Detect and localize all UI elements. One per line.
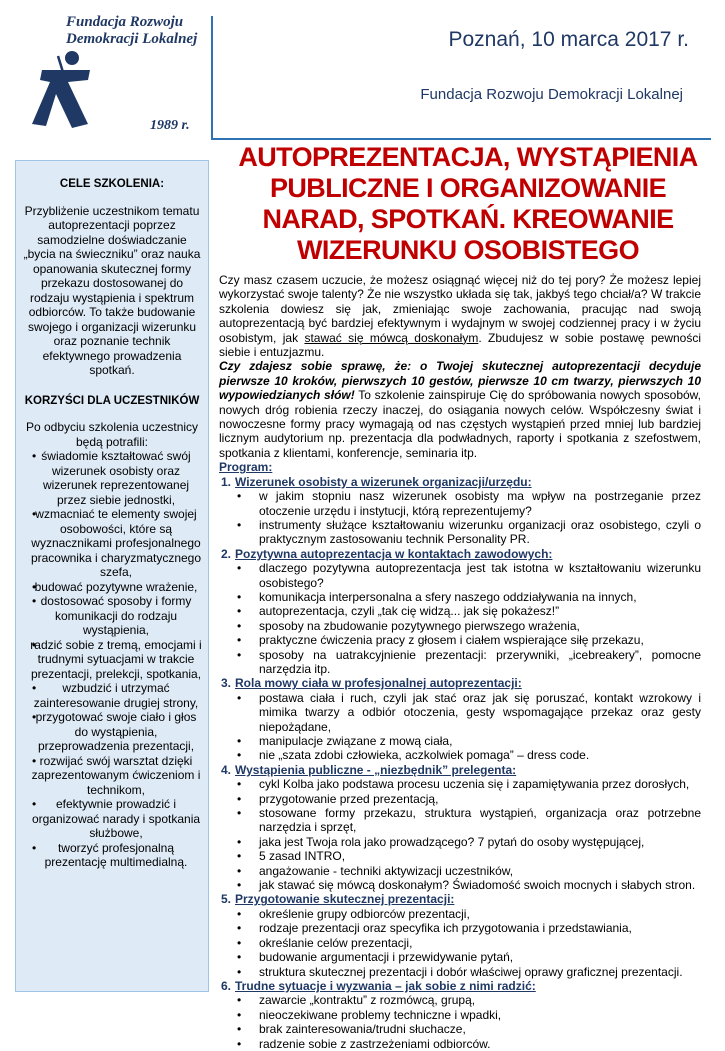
- section-heading: [219, 979, 701, 993]
- section-title: Trudne sytuacje i wyzwania – jak sobie z nimi radzić:: [235, 978, 536, 993]
- list-item: • świadomie kształtować swój wizerunek osobisty oraz wizerunek reprezentowanej przez siebie jednostki,: [22, 449, 202, 507]
- section-number: 5.: [221, 892, 232, 907]
- goals-heading: CELE SZKOLENIA:: [59, 178, 165, 190]
- list-item: • określenie grupy odbiorców prezentacji,: [259, 907, 701, 921]
- list-item: • efektywnie prowadzić i organizować narady i spotkania służbowe,: [22, 797, 202, 841]
- list-item: • wzmacniać te elementy swojej osobowości, które są wyznacznikami profesjonalnego pracownika i charyzmatycznego szefa,: [22, 507, 202, 580]
- intro-text: Czy masz czasem uczucie, że możesz osiągnąć więcej niż do tej pory? Że możesz lepiej wykorzystać swoje talenty? Że nie wszystko układa się tak, jakbyś tego chciał/a? W trakcie szkolenia dowiesz się jak, zmieniając swoje zachowania, pracując nad swoją autoprezentacją być bardziej efektywnym i wydajnym w swojej codziennej pracy i w życiu osobistym, jak: [219, 273, 701, 345]
- list-item: • nie „szata zdobi człowieka, aczkolwiek pomaga” – dress code.: [259, 748, 701, 762]
- list-item: • przygotowanie przed prezentacją,: [259, 792, 701, 806]
- benefits-list: [22, 449, 202, 870]
- intro-paragraph-2: [219, 359, 701, 460]
- intro-text-rest: To szkolenie zainspiruje Cię do spróbowania nowych sposobów, nowych dróg robienia rzeczy inaczej, do osiągania nowych celów. Współczesny świat i nowoczesne formy pracy wymagają od nas częstych wystąpień przed mniej lub bardziej licznym audytorium np. prezentacja dla podwładnych, raporty i spotkania z szefostwem, spotkania z klientami, konferencje, seminaria itp.: [219, 388, 702, 460]
- program-section-1: [219, 475, 701, 547]
- benefits-intro: Po odbyciu szkolenia uczestnicy będą potrafili:: [25, 420, 199, 449]
- section-title: Rola mowy ciała w profesjonalnej autoprezentacji:: [235, 676, 522, 691]
- program-section-4: [219, 763, 701, 893]
- list-item: • rozwijać swój warsztat dzięki zaprezentowanym ćwiczeniom i technikom,: [22, 754, 202, 798]
- goals-text: Przybliżenie uczestnikom tematu autoprezentacji poprzez samodzielne doświadczanie „bycia na świeczniku” oraz nauka opanowania skutecznej formy przekazu dostosowanej do rodzaju wystąpienia i spektrum odbiorców. To także budowanie swojego i organizacji wizerunku oraz poznanie technik efektywnego prowadzenia spotkań.: [23, 203, 201, 377]
- intro-emphasis: Czy zdajesz sobie sprawę, że: o Twojej skutecznej autoprezentacji decyduje pierwsze 10 kroków, pierwszych 10 gestów, pierwsze 10 cm twarzy, pierwszych 10 wypowiedzianych słów!: [219, 359, 701, 403]
- header-divider-horizontal: [211, 138, 711, 140]
- list-item: • budowanie argumentacji i przewidywanie pytań,: [259, 950, 701, 964]
- section-heading: [219, 676, 701, 690]
- section-number: 6.: [221, 978, 232, 993]
- list-item: • określanie celów prezentacji,: [259, 936, 701, 950]
- section-heading: [219, 892, 701, 906]
- list-item: • w jakim stopniu nasz wizerunek osobisty ma wpływ na postrzeganie przez otoczenie urzędu i instytucji, którą reprezentujemy?: [259, 489, 701, 518]
- organization-name: Fundacja Rozwoju Demokracji Lokalnej: [420, 86, 683, 103]
- list-item: • dlaczego pozytywna autoprezentacja jest tak istotna w kształtowaniu wizerunku osobistego?: [259, 561, 701, 590]
- list-item: • praktyczne ćwiczenia pracy z głosem i ciałem wspierające siłę przekazu,: [259, 633, 701, 647]
- program-section-3: [219, 676, 701, 762]
- program-section-5: [219, 892, 701, 978]
- list-item: • sposoby na uatrakcyjnienie prezentacji: przerywniki, „icebreakery”, pomocne narzędzia itp.: [259, 648, 701, 677]
- list-item: • manipulacje związane z mową ciała,: [259, 734, 701, 748]
- logo-name: Fundacja Rozwoju Demokracji Lokalnej: [66, 14, 198, 47]
- section-heading: [219, 763, 701, 777]
- section-title: Przygotowanie skutecznej prezentacji:: [235, 892, 455, 907]
- list-item: • rodzaje prezentacji oraz specyfika ich przygotowania i przedstawiania,: [259, 921, 701, 935]
- list-item: • budować pozytywne wrażenie,: [22, 580, 202, 595]
- main-content: [219, 273, 701, 1051]
- list-item: • radzenie sobie z zastrzeżeniami odbiorców.: [259, 1037, 701, 1051]
- section-title: Wystąpienia publiczne - „niezbędnik” prelegenta:: [235, 762, 517, 777]
- list-item: • brak zainteresowania/trudni słuchacze,: [259, 1022, 701, 1036]
- logo-year: 1989 r.: [150, 118, 190, 133]
- list-item: • dostosować sposoby i formy komunikacji do rodzaju wystąpienia,: [22, 594, 202, 638]
- header-divider-vertical: [211, 16, 213, 140]
- list-item: • postawa ciała i ruch, czyli jak stać oraz jak się poruszać, kontakt wzrokowy i mimika twarzy a odbiór otoczenia, gesty wspomagające przekaz oraz gesty niepożądane,: [259, 691, 701, 734]
- list-item: • angażowanie - techniki aktywizacji uczestników,: [259, 864, 701, 878]
- program-heading: Program:: [219, 460, 273, 475]
- list-item: • wzbudzić i utrzymać zainteresowanie drugiej strony,: [22, 681, 202, 710]
- sidebar-box: [15, 160, 209, 992]
- program-section-2: [219, 547, 701, 677]
- intro-text-end: . Zbudujesz w sobie postawę pewności siebie i entuzjazmu.: [219, 330, 702, 360]
- list-item: • przygotować swoje ciało i głos do wystąpienia, przeprowadzenia prezentacji,: [22, 710, 202, 754]
- logo-figure-icon: [28, 48, 108, 134]
- list-item: • instrumenty służące kształtowaniu wizerunku organizacji oraz osobistego, czyli o praktycznym zastosowaniu technik Personality PR.: [259, 518, 701, 547]
- benefits-heading: KORZYŚCI DLA UCZESTNIKÓW: [24, 394, 200, 407]
- intro-paragraph-1: [219, 273, 701, 359]
- list-item: • sposoby na zbudowanie pozytywnego pierwszego wrażenia,: [259, 619, 701, 633]
- section-number: 1.: [221, 474, 232, 489]
- list-item: • jak stawać się mówcą doskonałym? Świadomość swoich mocnych i słabych stron.: [259, 878, 701, 892]
- list-item: • 5 zasad INTRO,: [259, 849, 701, 863]
- list-item: • radzić sobie z tremą, emocjami i trudnymi sytuacjami w trakcie prezentacji, prelekcji, spotkania,: [22, 638, 202, 682]
- list-item: • nieoczekiwane problemy techniczne i wpadki,: [259, 1008, 701, 1022]
- section-title: Wizerunek osobisty a wizerunek organizacji/urzędu:: [235, 474, 532, 489]
- page-title: AUTOPREZENTACJA, WYSTĄPIENIA PUBLICZNE I ORGANIZOWANIE NARAD, SPOTKAŃ. KREOWANIE WIZERUNKU OSOBISTEGO: [238, 142, 698, 265]
- section-number: 3.: [221, 676, 232, 691]
- intro-underline: stawać się mówcą doskonałym: [304, 330, 479, 345]
- list-item: • tworzyć profesjonalną prezentację multimedialną.: [22, 841, 202, 870]
- list-item: • stosowane formy przekazu, struktura wystąpień, organizacja oraz potrzebne narzędzia i sprzęt,: [259, 806, 701, 835]
- list-item: • jaka jest Twoja rola jako prowadzącego? 7 pytań do osoby występującej,: [259, 835, 701, 849]
- program-section-6: [219, 979, 701, 1051]
- document-date: Poznań, 10 marca 2017 r.: [448, 28, 689, 51]
- section-number: 4.: [221, 762, 232, 777]
- list-item: • struktura skutecznej prezentacji i dobór właściwej oprawy graficznej prezentacji.: [259, 965, 701, 979]
- list-item: • autoprezentacja, czyli „tak cię widzą... jak się pokażesz!”: [259, 604, 701, 618]
- section-title: Pozytywna autoprezentacja w kontaktach zawodowych:: [235, 546, 553, 561]
- section-number: 2.: [221, 546, 232, 561]
- section-heading: [219, 475, 701, 489]
- section-heading: [219, 547, 701, 561]
- list-item: • cykl Kolba jako podstawa procesu uczenia się i zapamiętywania przez dorosłych,: [259, 777, 701, 791]
- list-item: • zawarcie „kontraktu” z rozmówcą, grupą,: [259, 993, 701, 1007]
- list-item: • komunikacja interpersonalna a sfery naszego oddziaływania na innych,: [259, 590, 701, 604]
